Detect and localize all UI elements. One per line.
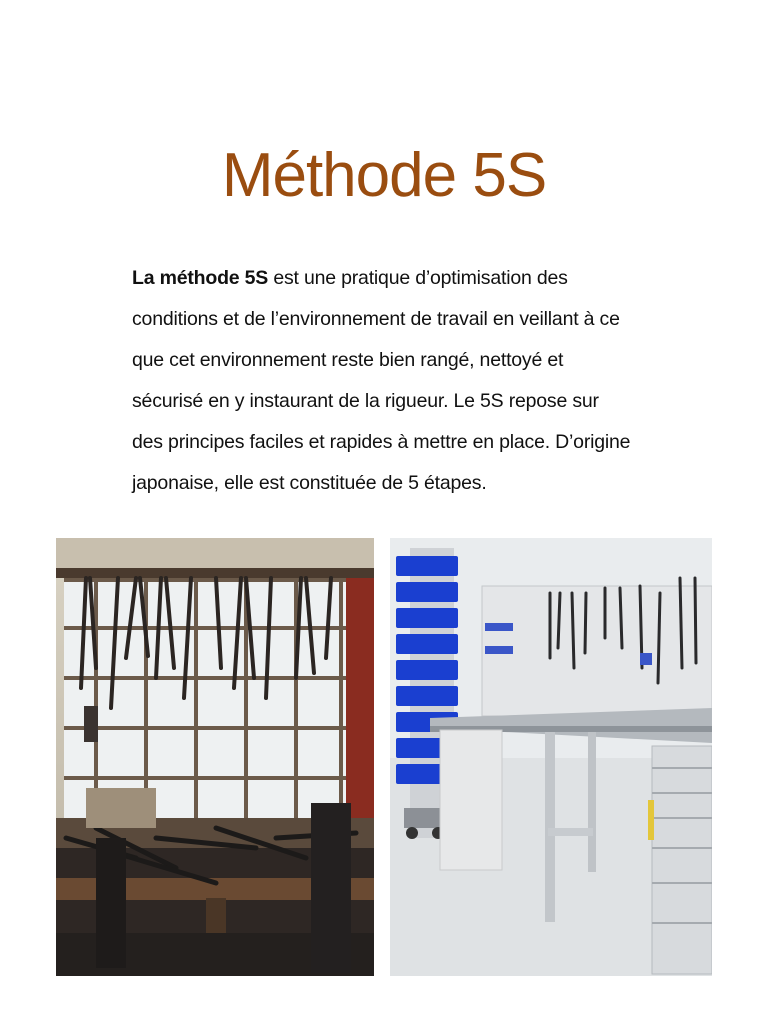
- paragraph-bold-lead: La méthode 5S: [132, 267, 269, 289]
- slide-title: Méthode 5S: [221, 141, 547, 210]
- cluttered-workshop-photo: [56, 538, 374, 976]
- organized-workbench-photo: [390, 538, 712, 976]
- intro-paragraph: [132, 258, 632, 504]
- paragraph-body: est une pratique d’optimisation des conditions et de l’environnement de travail en veillant à ce que cet environnement reste bien rangé, nettoyé et sécurisé en y instaurant de la rigueur. Le 5S repose sur des principes faciles et rapides à mettre en place. D’origine japonaise, elle est constituée de 5 étapes.: [132, 267, 631, 494]
